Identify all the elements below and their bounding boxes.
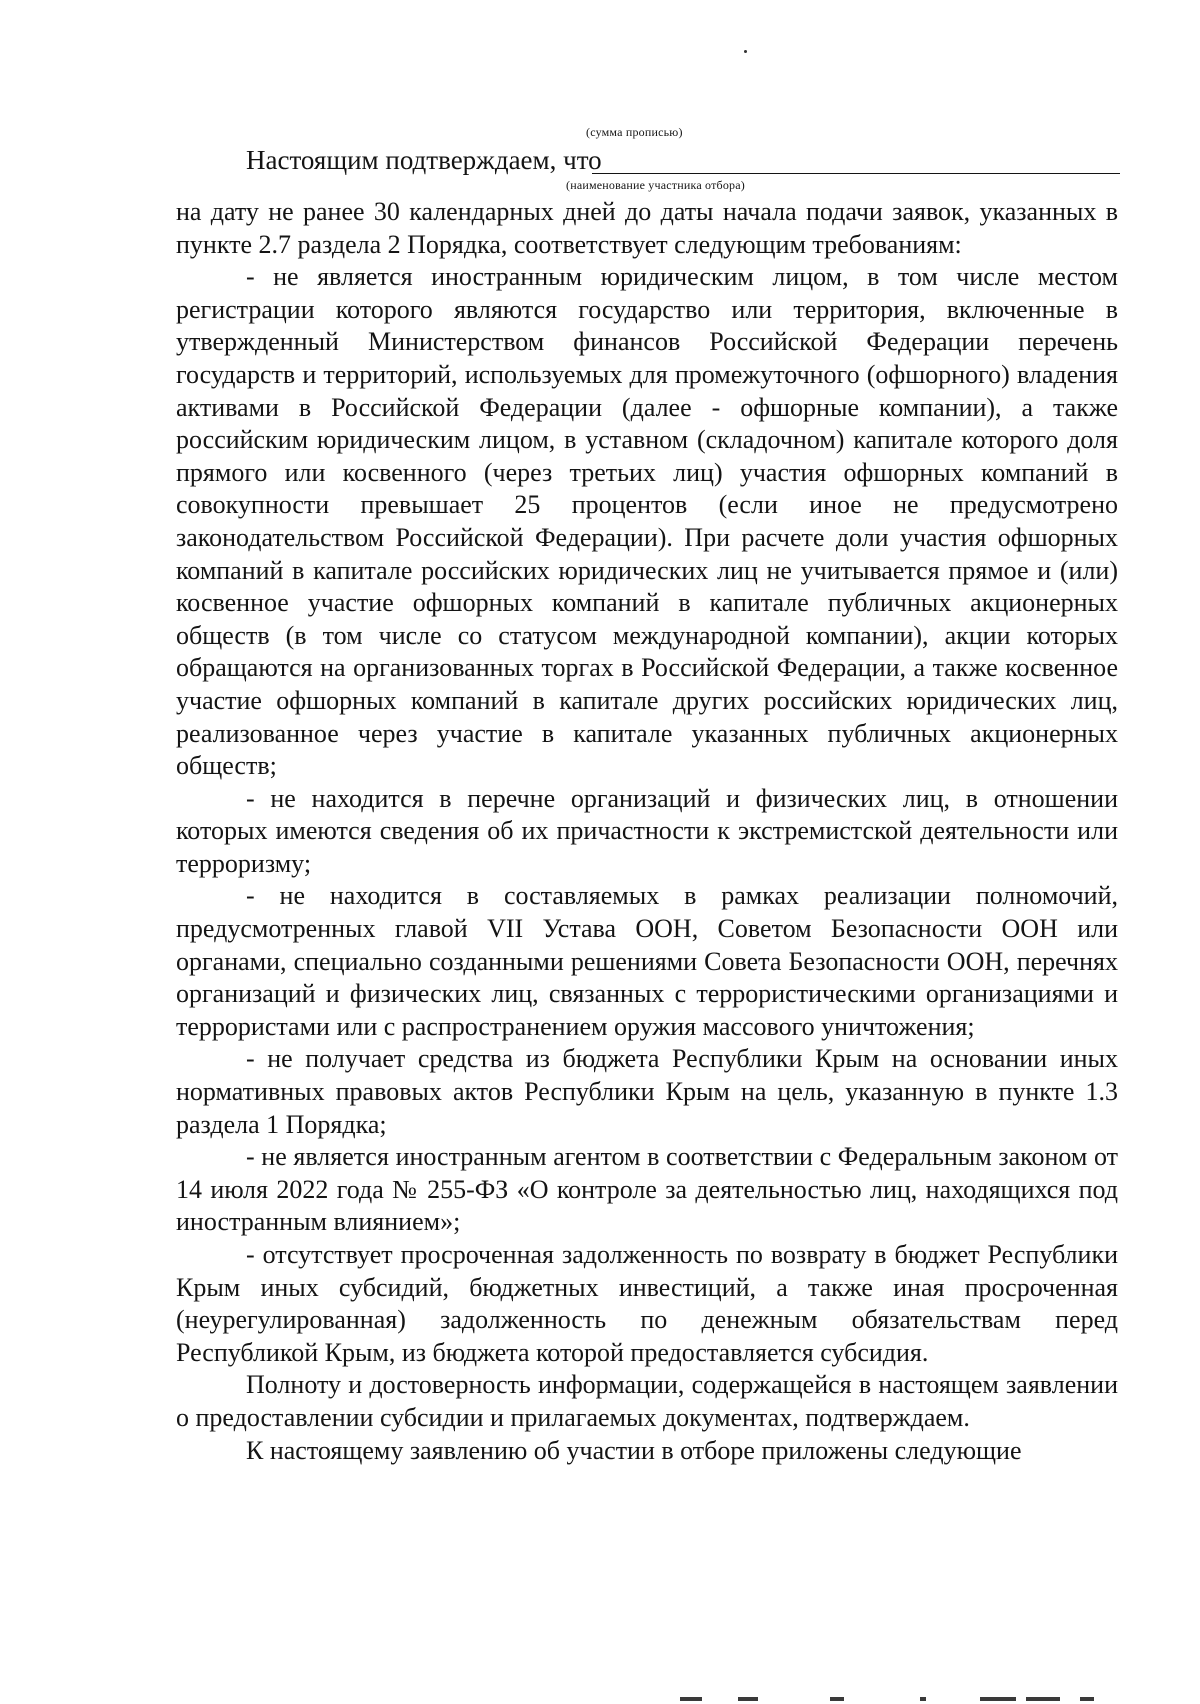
paragraph-attachments: К настоящему заявлению об участии в отборе приложены следующие xyxy=(246,1435,1022,1465)
paragraph-extremism: - не находится в перечне организаций и физических лиц, в отношении которых имеются сведения об их причастности к экстремистской деятельности или терроризму; xyxy=(176,783,1118,878)
scan-speck xyxy=(744,50,747,53)
paragraph-confirmation: Полноту и достоверность информации, содержащейся в настоящем заявлении о предоставлении субсидии и прилагаемых документах, подтверждаем. xyxy=(176,1370,1118,1432)
paragraph-debt: - отсутствует просроченная задолженность по возврату в бюджет Республики Крым иных субсидий, бюджетных инвестиций, а также иная просроченная (неурегулированная) задолженность по денежным обязательствам перед Республикой Крым, из бюджета которой предоставляется субсидия. xyxy=(176,1240,1118,1367)
confirmation-line xyxy=(246,144,1120,178)
paragraph-offshore: - не является иностранным юридическим лицом, в том числе местом регистрации которого являются государство или территория, включенные в утвержденный Министерством финансов Российской Федерации перечень государств и территорий, используемых для промежуточного (офшорного) владения активами в Российской Федерации (далее - офшорные компании), а также российским юридическим лицом, в уставном (складочном) капитале которого доля прямого или косвенного (через третьих лиц) участия офшорных компаний в совокупности превышает 25 процентов (если иное не предусмотрено законодательством Российской Федерации). При расчете доли участия офшорных компаний в капитале российских юридических лиц не учитывается прямое и (или) косвенное участие офшорных компаний в капитале публичных акционерных обществ (в том числе со статусом международной компании), акции которых обращаются на организованных торгах в Российской Федерации, а также косвенное участие офшорных компаний в капитале других российских юридических лиц, реализованное через участие в капитале указанных публичных акционерных обществ; xyxy=(176,262,1118,781)
document-body xyxy=(176,196,1118,1467)
paragraph-requirements-intro: на дату не ранее 30 календарных дней до даты начала подачи заявок, указанных в пункте 2.7 раздела 2 Порядка, соответствует следующим требованиям: xyxy=(176,197,1118,259)
paragraph-un-lists: - не находится в составляемых в рамках реализации полномочий, предусмотренных главой VII Устава ООН, Советом Безопасности ООН или органами, специально созданными решениями Совета Безопасности ООН, перечнях организаций и физических лиц, связанных с террористическими организациями и террористами или с распространением оружия массового уничтожения; xyxy=(176,881,1118,1041)
scan-artifact-marks xyxy=(680,1697,1120,1704)
caption-sum-in-words: (сумма прописью) xyxy=(586,125,683,139)
participant-name-blank xyxy=(592,173,1120,174)
paragraph-budget-funds: - не получает средства из бюджета Республики Крым на основании иных нормативных правовых актов Республики Крым на цель, указанную в пункте 1.3 раздела 1 Порядка; xyxy=(176,1044,1118,1139)
caption-participant-name: (наименование участника отбора) xyxy=(566,178,745,192)
paragraph-foreign-agent: - не является иностранным агентом в соответствии с Федеральным законом от 14 июля 2022 года № 255-ФЗ «О контроле за деятельностью лиц, находящихся под иностранным влиянием»; xyxy=(176,1142,1118,1237)
confirmation-intro: Настоящим подтверждаем, что xyxy=(246,145,602,175)
